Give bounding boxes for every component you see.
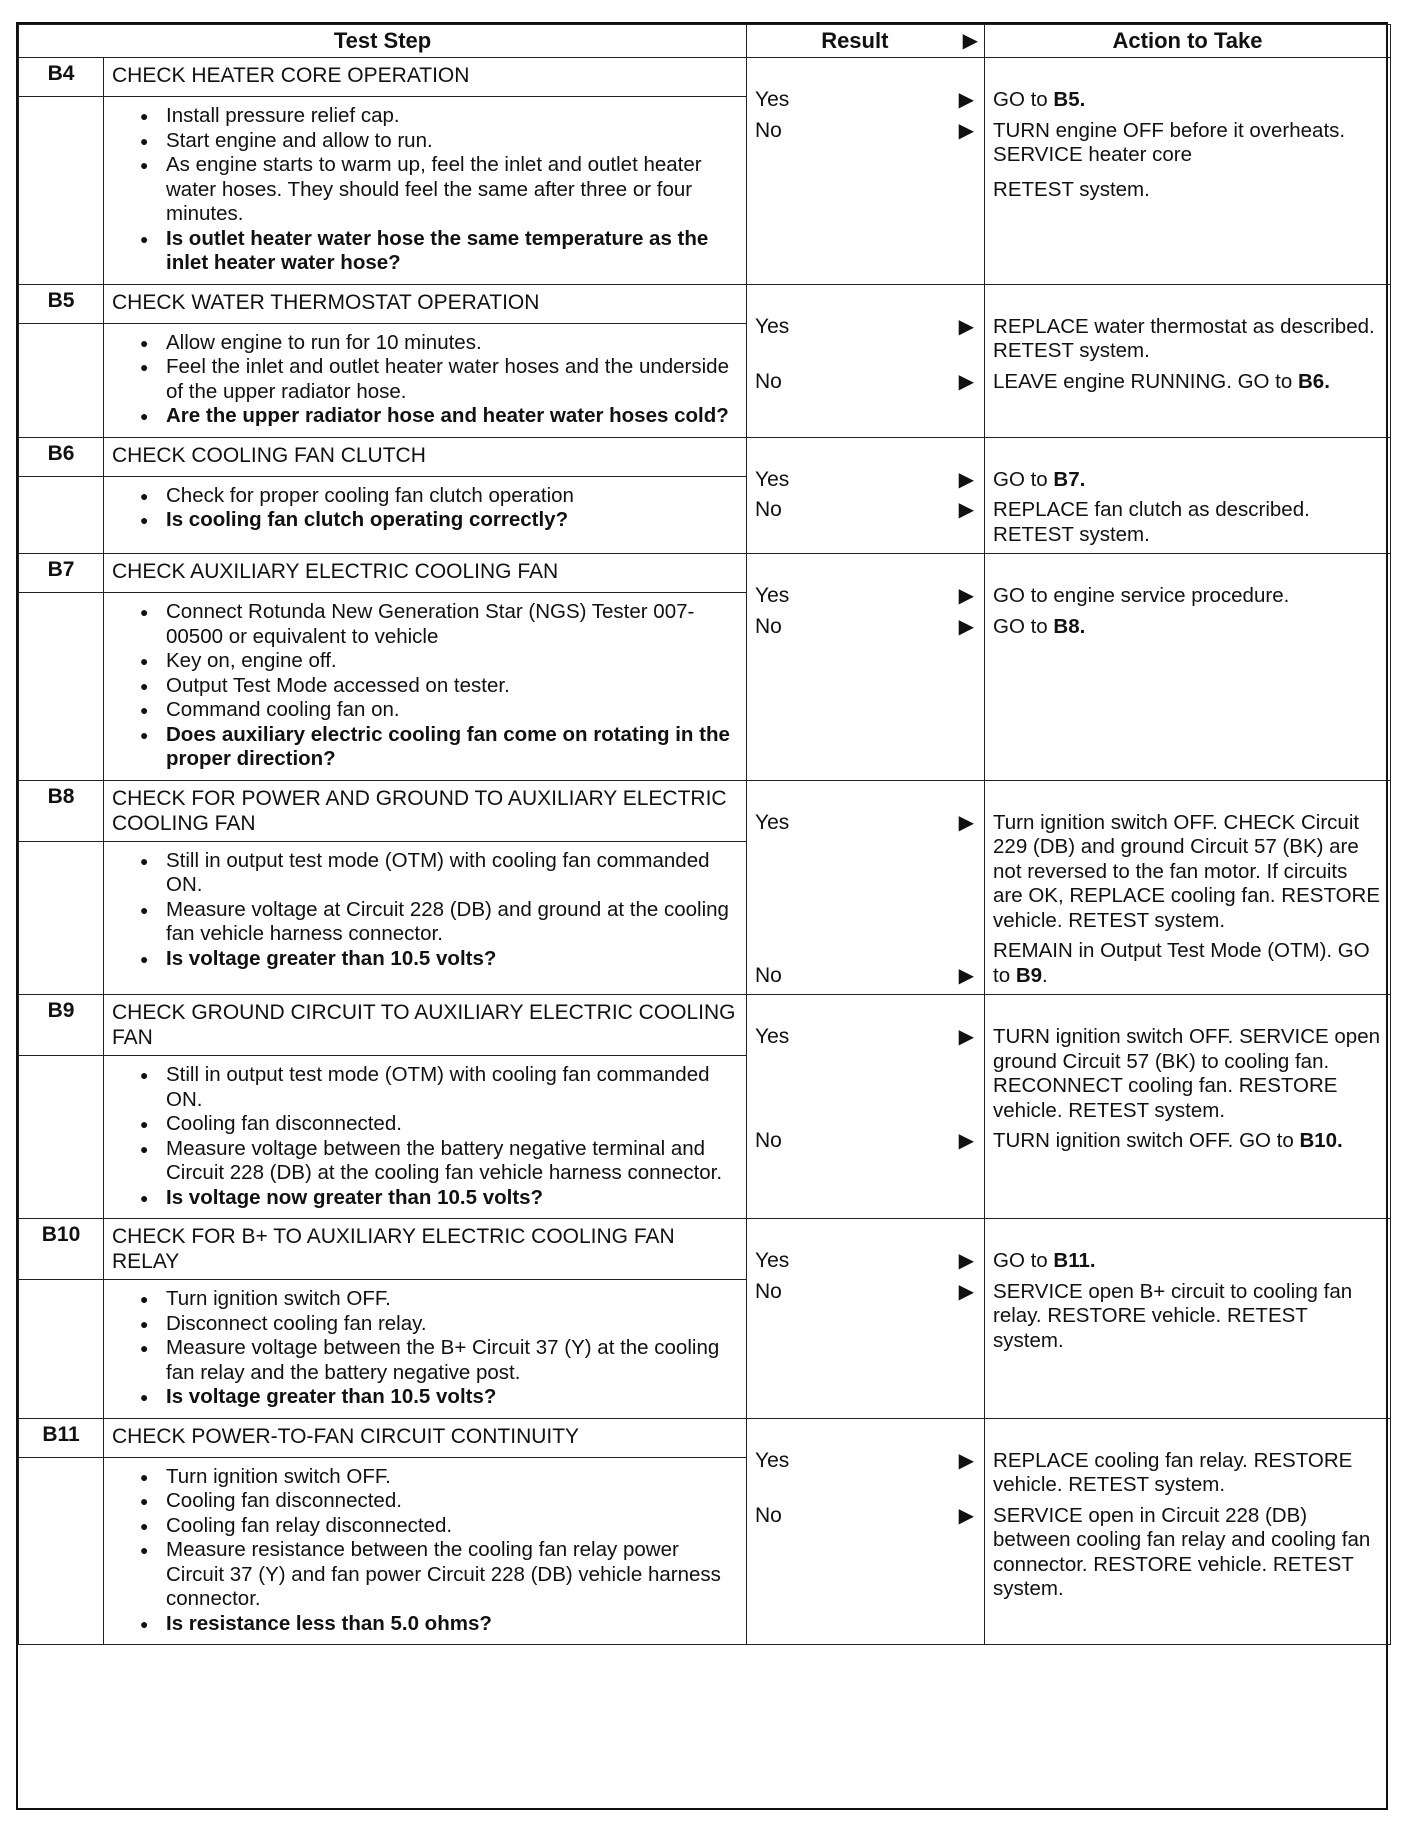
action-step-ref: B9 [1015,963,1043,987]
action-no [993,1129,1382,1154]
result-no [755,119,976,144]
action-text: TURN ignition switch OFF. GO to [993,1129,1300,1152]
step-instructions [104,1280,747,1419]
action-no [993,1504,1382,1602]
action-step-ref: B11. [1053,1249,1096,1272]
result-label: Yes [755,88,790,111]
result-yes [755,1249,976,1274]
step-header-row [19,995,1391,1056]
diagnostic-table-sheet [16,22,1388,1810]
result-spacer [755,1050,976,1130]
arrow-right-icon: ▶ [958,315,975,338]
arrow-right-icon: ▶ [958,119,975,142]
step-header-row [19,58,1391,97]
result-no [755,498,976,523]
bullet-list [140,849,736,972]
step-code: B11 [19,1418,104,1457]
result-yes [755,584,976,609]
step-instructions [104,1457,747,1645]
step-question: ● Is outlet heater water hose the same temperature as the inlet heater water hose? [140,227,736,276]
result-yes [755,468,976,493]
arrow-right-icon: ▶ [958,89,975,111]
action-yes [993,811,1382,934]
step-code: B7 [19,554,104,593]
step-actions [985,995,1391,1219]
arrow-right-icon: ▶ [958,1130,975,1152]
action-text: LEAVE engine RUNNING. GO to [993,369,1298,393]
step-actions [985,780,1391,995]
step-results [747,284,985,437]
step-results [747,437,985,554]
step-question: ● Is voltage greater than 10.5 volts? [140,947,736,972]
bullet-list [140,600,736,772]
step-question: ● Is cooling fan clutch operating correctly? [140,508,736,533]
step-bullet: ● Allow engine to run for 10 minutes. [140,331,736,356]
step-code-spacer [19,1457,104,1645]
action-step-ref: B10. [1299,1129,1343,1152]
arrow-right-icon: ▶ [958,1449,975,1472]
step-instructions [104,593,747,781]
step-actions [985,1219,1391,1419]
action-text-extra: RETEST system. [993,177,1150,201]
step-results [747,780,985,995]
step-title: CHECK AUXILIARY ELECTRIC COOLING FAN [104,554,747,593]
action-no [993,615,1382,640]
step-instructions [104,323,747,437]
result-label: Yes [755,584,790,607]
step-bullet: ● Disconnect cooling fan relay. [140,1312,736,1337]
step-code: B10 [19,1219,104,1280]
step-instructions [104,97,747,285]
result-no [755,370,976,395]
step-title: CHECK COOLING FAN CLUTCH [104,437,747,476]
result-label: No [755,614,782,638]
result-label: No [755,118,782,142]
bullet-list [140,331,736,429]
arrow-right-icon: ▶ [958,1250,975,1272]
action-text: GO to engine service procedure. [993,584,1290,607]
step-question: ● Is resistance less than 5.0 ohms? [140,1612,736,1637]
arrow-right-icon: ▶ [958,1504,975,1527]
action-step-ref: B8. [1053,614,1086,638]
step-bullet: ● Measure voltage between the B+ Circuit 37 (Y) at the cooling fan relay and the battery negative post. [140,1336,736,1385]
step-bullet: ● Turn ignition switch OFF. [140,1287,736,1312]
step-title: CHECK GROUND CIRCUIT TO AUXILIARY ELECTRIC COOLING FAN [104,995,747,1056]
step-bullet: ● Cooling fan relay disconnected. [140,1514,736,1539]
arrow-right-icon: ▶ [958,964,975,987]
result-no [755,1129,976,1154]
result-spacer [755,835,976,964]
header-test-step: Test Step [19,25,747,58]
action-text: REPLACE fan clutch as described. RETEST system. [993,498,1310,546]
result-label: Yes [755,810,790,834]
action-no [993,119,1382,203]
step-code-spacer [19,97,104,285]
action-text: SERVICE open in Circuit 228 (DB) between cooling fan relay and cooling fan connector. RESTORE vehicle. RETEST system. [993,1503,1371,1600]
step-header-row [19,780,1391,841]
step-instructions [104,841,747,995]
action-text: SERVICE open B+ circuit to cooling fan relay. RESTORE vehicle. RETEST system. [993,1279,1353,1352]
action-text: REMAIN in Output Test Mode (OTM). GO to [993,939,1370,987]
action-yes [993,584,1382,609]
step-code-spacer [19,323,104,437]
header-result-label: Result [821,28,889,53]
arrow-right-icon: ▶ [958,499,975,521]
bullet-list [140,484,736,533]
bullet-list [140,104,736,276]
step-code: B6 [19,437,104,476]
step-bullet: ● Cooling fan disconnected. [140,1112,736,1137]
result-label: No [755,498,782,521]
step-bullet: ● Still in output test mode (OTM) with cooling fan commanded ON. [140,849,736,898]
result-no [755,1504,976,1529]
step-actions [985,437,1391,554]
action-text: REPLACE water thermostat as described. RETEST system. [993,314,1375,362]
step-code-spacer [19,1056,104,1219]
step-code-spacer [19,1280,104,1419]
action-text: Turn ignition switch OFF. CHECK Circuit 229 (DB) and ground Circuit 57 (BK) are not reversed to the fan motor. If circuits are OK, REPLACE cooling fan. RESTORE vehicle. RETEST system. [993,810,1381,932]
step-results [747,1418,985,1645]
action-no [993,1280,1382,1354]
action-yes [993,468,1382,493]
step-code: B8 [19,780,104,841]
arrow-right-icon: ▶ [958,615,975,638]
step-results [747,995,985,1219]
step-title: CHECK POWER-TO-FAN CIRCUIT CONTINUITY [104,1418,747,1457]
step-results [747,554,985,781]
step-bullet: ● Measure voltage between the battery negative terminal and Circuit 228 (DB) at the cooling fan vehicle harness connector. [140,1137,736,1186]
result-label: No [755,1129,782,1152]
step-header-row [19,284,1391,323]
step-question: ● Is voltage greater than 10.5 volts? [140,1385,736,1410]
step-bullet: ● Still in output test mode (OTM) with cooling fan commanded ON. [140,1063,736,1112]
result-no [755,1280,976,1305]
result-spacer [755,1473,976,1504]
action-yes [993,1249,1382,1274]
result-label: No [755,1279,782,1303]
step-header-row [19,1418,1391,1457]
result-label: Yes [755,1025,790,1048]
step-code: B5 [19,284,104,323]
result-yes [755,88,976,113]
action-no [993,498,1382,547]
step-bullet: ● Feel the inlet and outlet heater water hoses and the underside of the upper radiator hose. [140,355,736,404]
steps-body [19,58,1391,1645]
step-code-spacer [19,841,104,995]
step-bullet: ● Measure voltage at Circuit 228 (DB) and ground at the cooling fan vehicle harness connector. [140,898,736,947]
step-title: CHECK HEATER CORE OPERATION [104,58,747,97]
step-bullet: ● Start engine and allow to run. [140,129,736,154]
result-label: Yes [755,1249,790,1272]
bullet-list [140,1063,736,1210]
step-bullet: ● Cooling fan disconnected. [140,1489,736,1514]
table-header-row [19,25,1391,58]
action-yes [993,88,1382,113]
step-actions [985,58,1391,285]
arrow-right-icon: ▶ [958,585,975,607]
step-code: B4 [19,58,104,97]
action-yes [993,1449,1382,1498]
action-text: GO to [993,88,1054,111]
step-title: CHECK FOR POWER AND GROUND TO AUXILIARY ELECTRIC COOLING FAN [104,780,747,841]
result-label: Yes [755,467,790,491]
action-text-extra: . [1042,963,1048,987]
arrow-right-icon: ▶ [962,30,979,52]
step-bullet: ● Check for proper cooling fan clutch operation [140,484,736,509]
step-title: CHECK FOR B+ TO AUXILIARY ELECTRIC COOLING FAN RELAY [104,1219,747,1280]
result-label: Yes [755,314,790,338]
step-header-row [19,1219,1391,1280]
step-instructions [104,476,747,554]
action-yes [993,315,1382,364]
bullet-list [140,1287,736,1410]
arrow-right-icon: ▶ [958,811,975,834]
result-yes [755,315,976,340]
action-text: TURN engine OFF before it overheats. SERVICE heater core [993,118,1346,166]
action-yes [993,1025,1382,1123]
step-bullet: ● As engine starts to warm up, feel the inlet and outlet heater water hoses. They should feel the same after three or four minutes. [140,153,736,227]
result-spacer [755,339,976,370]
step-code-spacer [19,593,104,781]
action-no [993,370,1382,395]
step-instructions [104,1056,747,1219]
arrow-right-icon: ▶ [958,1026,975,1048]
step-bullet: ● Output Test Mode accessed on tester. [140,674,736,699]
result-label: No [755,963,782,987]
arrow-right-icon: ▶ [958,370,975,393]
action-text: GO to [993,467,1054,491]
arrow-right-icon: ▶ [958,1280,975,1303]
step-bullet: ● Turn ignition switch OFF. [140,1465,736,1490]
step-header-row [19,554,1391,593]
step-bullet: ● Measure resistance between the cooling fan relay power Circuit 37 (Y) and fan power Circuit 228 (DB) vehicle harness connector. [140,1538,736,1612]
step-question: ● Is voltage now greater than 10.5 volts? [140,1186,736,1211]
result-yes [755,811,976,836]
step-bullet: ● Key on, engine off. [140,649,736,674]
step-code-spacer [19,476,104,554]
action-step-ref: B5. [1053,88,1086,111]
action-text: REPLACE cooling fan relay. RESTORE vehicle. RETEST system. [993,1448,1353,1496]
result-no [755,615,976,640]
step-results [747,58,985,285]
result-yes [755,1449,976,1474]
step-results [747,1219,985,1419]
step-code: B9 [19,995,104,1056]
action-text: TURN ignition switch OFF. SERVICE open ground Circuit 57 (BK) to cooling fan. RECONNECT cooling fan. RESTORE vehicle. RETEST system. [993,1025,1380,1122]
bullet-list [140,1465,736,1637]
action-text: GO to [993,614,1054,638]
step-header-row [19,437,1391,476]
header-action: Action to Take [985,25,1391,58]
step-question: ● Does auxiliary electric cooling fan come on rotating in the proper direction? [140,723,736,772]
step-bullet: ● Connect Rotunda New Generation Star (NGS) Tester 007-00500 or equivalent to vehicle [140,600,736,649]
result-yes [755,1025,976,1050]
step-actions [985,554,1391,781]
action-no [993,939,1382,988]
step-bullet: ● Install pressure relief cap. [140,104,736,129]
result-label: No [755,369,782,393]
step-question: ● Are the upper radiator hose and heater water hoses cold? [140,404,736,429]
step-bullet: ● Command cooling fan on. [140,698,736,723]
diagnostic-table [18,24,1391,1645]
result-no [755,964,976,989]
action-step-ref: B7. [1053,467,1086,491]
step-actions [985,284,1391,437]
arrow-right-icon: ▶ [958,468,975,491]
action-step-ref: B6. [1297,369,1330,393]
result-label: No [755,1503,782,1527]
result-label: Yes [755,1448,790,1472]
action-text: GO to [993,1249,1054,1272]
step-actions [985,1418,1391,1645]
header-result [747,25,985,58]
step-title: CHECK WATER THERMOSTAT OPERATION [104,284,747,323]
